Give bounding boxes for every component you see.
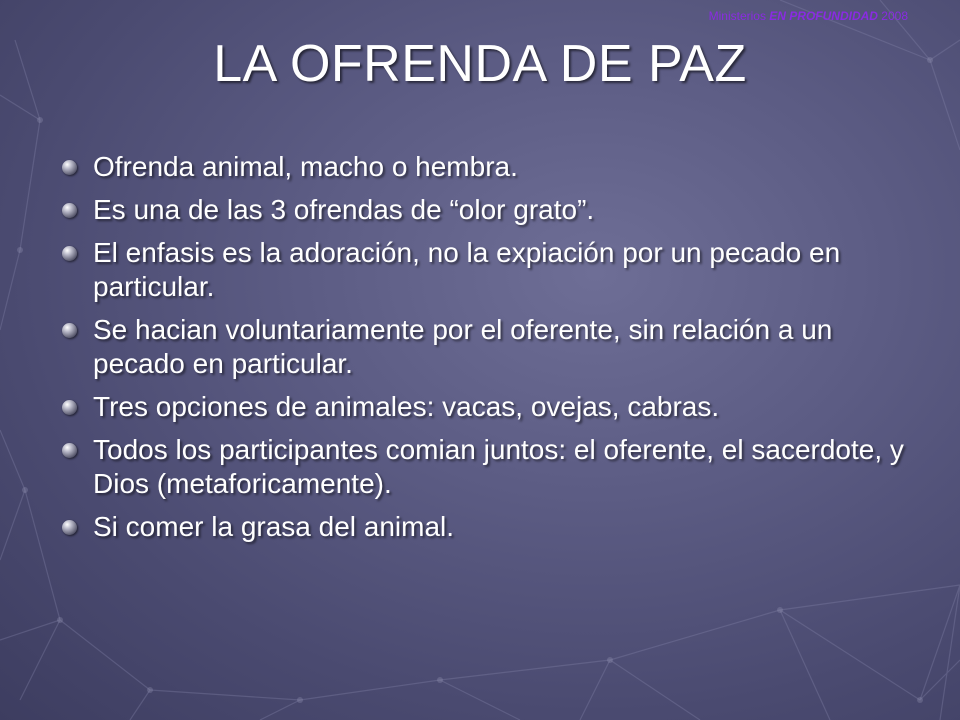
header-note-emphasis: EN PROFUNDIDAD xyxy=(769,9,878,23)
header-note-prefix: Ministerios xyxy=(708,9,770,23)
bullet-text: Se hacian voluntariamente por el oferente, sin relación a un pecado en particular. xyxy=(93,314,833,379)
header-note-year: 2008 xyxy=(877,9,908,23)
bullet-list xyxy=(62,150,922,553)
sphere-bullet-icon xyxy=(62,246,77,261)
bullet-text: Ofrenda animal, macho o hembra. xyxy=(93,151,518,182)
sphere-bullet-icon xyxy=(62,520,77,535)
sphere-bullet-icon xyxy=(62,400,77,415)
slide-title: LA OFRENDA DE PAZ xyxy=(213,35,747,93)
bullet-item xyxy=(62,390,922,424)
sphere-bullet-icon xyxy=(62,203,77,218)
bullet-item xyxy=(62,510,922,544)
bullet-item xyxy=(62,313,922,381)
sphere-bullet-icon xyxy=(62,160,77,175)
bullet-text: Tres opciones de animales: vacas, ovejas, cabras. xyxy=(93,391,720,422)
bullet-item xyxy=(62,193,922,227)
bullet-text: Si comer la grasa del animal. xyxy=(93,511,455,542)
bullet-item xyxy=(62,433,922,501)
bullet-item xyxy=(62,236,922,304)
bullet-text: Es una de las 3 ofrendas de “olor grato”. xyxy=(93,194,595,225)
sphere-bullet-icon xyxy=(62,323,77,338)
bullet-text: Todos los participantes comian juntos: el oferente, el sacerdote, y Dios (metaforicamente). xyxy=(93,434,904,499)
bullet-item xyxy=(62,150,922,184)
bullet-text: El enfasis es la adoración, no la expiación por un pecado en particular. xyxy=(93,237,841,302)
header-note xyxy=(709,9,908,23)
sphere-bullet-icon xyxy=(62,443,77,458)
